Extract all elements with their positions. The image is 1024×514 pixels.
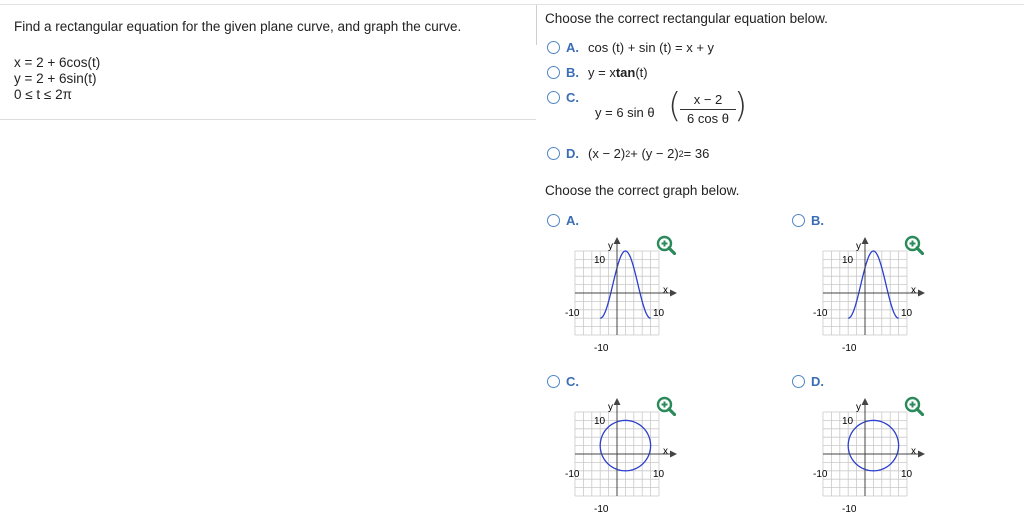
graph-d-label-top: 10 <box>842 416 854 427</box>
y-axis-arrow <box>862 398 869 405</box>
option-c-letter: C. <box>566 90 579 105</box>
graph-c-label-bottom: -10 <box>594 504 609 514</box>
graph-c-label-left: -10 <box>565 469 580 480</box>
option-d-text-c: = 36 <box>683 146 710 161</box>
graph-d-letter: D. <box>811 374 824 389</box>
x-axis-arrow <box>918 290 925 297</box>
option-d-sup1: 2 <box>625 148 631 159</box>
graph-b-label-right: 10 <box>901 308 913 319</box>
option-c-fraction <box>680 92 736 126</box>
graph-option-b[interactable] <box>792 213 833 228</box>
option-c-open-paren: ( <box>668 86 682 126</box>
radio-graph-d[interactable] <box>792 375 805 388</box>
graph-c-y-label: y <box>608 402 613 413</box>
graph-d-y-label: y <box>856 402 861 413</box>
graph-d-label-left: -10 <box>813 469 828 480</box>
radio-graph-a[interactable] <box>547 214 560 227</box>
equation-y: y = 2 + 6sin(t) <box>14 71 97 86</box>
graph-d-label-bottom: -10 <box>842 504 857 514</box>
equation-x: x = 2 + 6cos(t) <box>14 55 101 70</box>
graph-option-a[interactable] <box>547 213 588 228</box>
graph-a-x-label: x <box>663 285 668 296</box>
radio-option-d[interactable] <box>547 147 560 160</box>
option-b-text-pre: y = x <box>588 65 616 80</box>
zoom-icon-graph-a[interactable] <box>656 235 676 255</box>
parameter-range: 0 ≤ t ≤ 2π <box>14 87 72 102</box>
graph-a-letter: A. <box>566 213 579 228</box>
graph-c-label-top: 10 <box>594 416 606 427</box>
x-axis-arrow <box>918 451 925 458</box>
radio-graph-b[interactable] <box>792 214 805 227</box>
option-a[interactable] <box>547 40 714 55</box>
graph-c-label-right: 10 <box>653 469 665 480</box>
graph-b-label-bottom: -10 <box>842 343 857 354</box>
equation-question: Choose the correct rectangular equation below. <box>545 11 828 26</box>
option-d[interactable] <box>547 146 709 161</box>
option-a-text: cos (t) + sin (t) = x + y <box>588 40 715 55</box>
option-d-text-b: + (y − 2) <box>630 146 679 161</box>
y-axis-arrow <box>614 398 621 405</box>
panel-divider <box>536 5 537 45</box>
graph-option-d[interactable] <box>792 374 833 389</box>
option-b[interactable] <box>547 65 648 80</box>
zoom-icon-graph-c[interactable] <box>656 396 676 416</box>
option-c-close-paren: ) <box>734 86 748 126</box>
graph-c-letter: C. <box>566 374 579 389</box>
option-d-text-a: (x − 2) <box>588 146 626 161</box>
y-axis-arrow <box>862 237 869 244</box>
x-axis-arrow <box>670 451 677 458</box>
graph-a-y-label: y <box>608 241 613 252</box>
parametric-equations <box>14 55 100 103</box>
radio-option-c[interactable] <box>547 91 560 104</box>
problem-panel <box>0 5 536 120</box>
radio-graph-c[interactable] <box>547 375 560 388</box>
y-axis-arrow <box>614 237 621 244</box>
option-b-letter: B. <box>566 65 579 80</box>
option-c-lhs: y = 6 sin θ <box>595 105 655 120</box>
graph-b-label-top: 10 <box>842 255 854 266</box>
graph-d-label-right: 10 <box>901 469 913 480</box>
radio-option-b[interactable] <box>547 66 560 79</box>
graph-d-x-label: x <box>911 446 916 457</box>
graph-a-label-top: 10 <box>594 255 606 266</box>
option-c-denominator: 6 cos θ <box>680 109 736 126</box>
graph-b-x-label: x <box>911 285 916 296</box>
option-a-letter: A. <box>566 40 579 55</box>
graph-b-letter: B. <box>811 213 824 228</box>
radio-option-a[interactable] <box>547 41 560 54</box>
graph-a-label-right: 10 <box>653 308 665 319</box>
option-b-text-bold: tan <box>615 65 636 80</box>
option-b-text-post: (t) <box>635 65 648 80</box>
option-d-sup2: 2 <box>678 148 684 159</box>
graph-a-label-left: -10 <box>565 308 580 319</box>
problem-prompt: Find a rectangular equation for the given plane curve, and graph the curve. <box>14 19 462 34</box>
option-c-numerator: x − 2 <box>693 92 723 107</box>
graph-b-y-label: y <box>856 241 861 252</box>
graph-option-c[interactable] <box>547 374 588 389</box>
graph-b-label-left: -10 <box>813 308 828 319</box>
graph-question: Choose the correct graph below. <box>545 183 740 198</box>
option-c[interactable] <box>547 90 588 105</box>
graph-c-x-label: x <box>663 446 668 457</box>
graph-a-label-bottom: -10 <box>594 343 609 354</box>
option-d-letter: D. <box>566 146 579 161</box>
zoom-icon-graph-d[interactable] <box>904 396 924 416</box>
x-axis-arrow <box>670 290 677 297</box>
zoom-icon-graph-b[interactable] <box>904 235 924 255</box>
